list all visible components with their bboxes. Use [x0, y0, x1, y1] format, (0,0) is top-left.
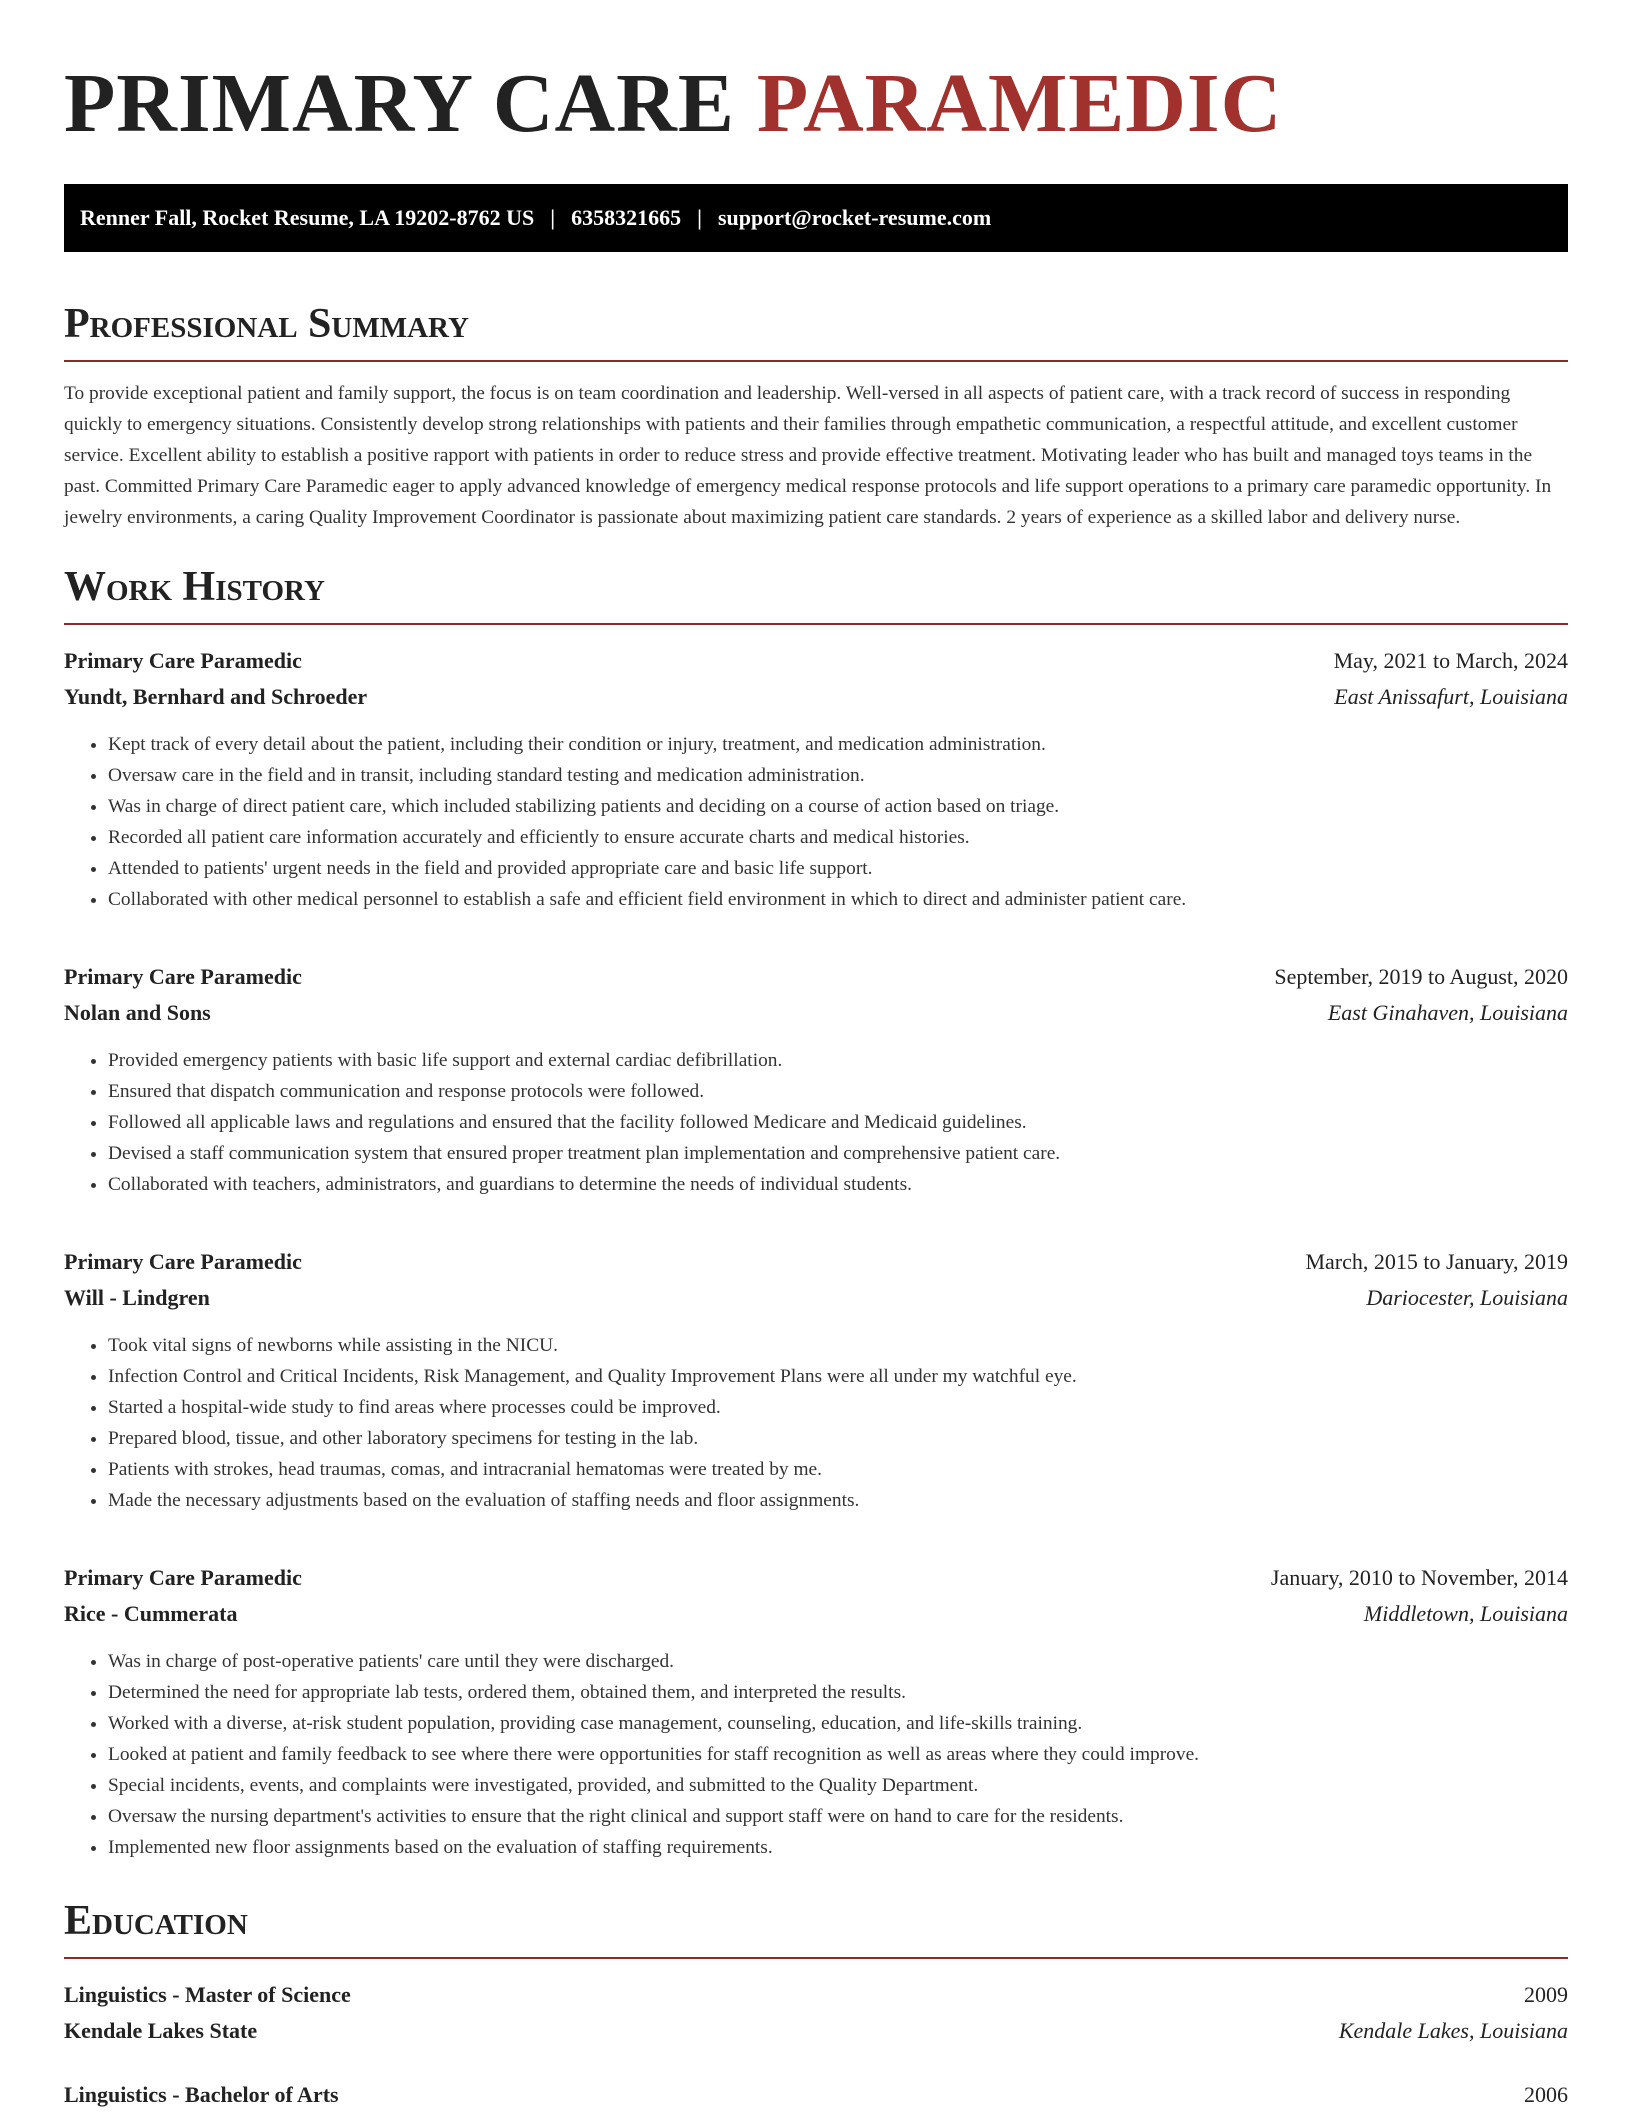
education-header: [64, 2077, 1568, 2113]
job-header: [64, 1244, 1568, 1280]
job-role: Primary Care Paramedic: [64, 648, 302, 673]
list-item: • Ensured that dispatch communication and response protocols were followed.: [108, 1076, 1568, 1107]
section-divider: [64, 623, 1568, 625]
contact-separator: |: [697, 205, 702, 230]
job-company: Nolan and Sons: [64, 1000, 211, 1025]
education-year: 2009: [1524, 1982, 1568, 2007]
list-item: • Followed all applicable laws and regulations and ensured that the facility followed Medicare and Medicaid guidelines.: [108, 1107, 1568, 1138]
job-location: East Anissafurt, Louisiana: [1334, 684, 1568, 709]
section-title: Professional Summary: [64, 301, 469, 347]
job-location: Dariocester, Louisiana: [1366, 1285, 1568, 1310]
title-accent: PARAMEDIC: [756, 57, 1283, 150]
professional-summary-section: [64, 300, 1568, 533]
contact-bar: [64, 184, 1568, 252]
list-item: • Was in charge of direct patient care, which included stabilizing patients and deciding on a course of action based on triage.: [108, 791, 1568, 822]
job-company: Yundt, Bernhard and Schroeder: [64, 684, 368, 709]
job-location: East Ginahaven, Louisiana: [1327, 1000, 1568, 1025]
list-item: • Oversaw care in the field and in transit, including standard testing and medication administration.: [108, 760, 1568, 791]
list-item: • Oversaw the nursing department's activities to ensure that the right clinical and support staff were on hand to care for the residents.: [108, 1801, 1568, 1832]
list-item: • Recorded all patient care information accurately and efficiently to ensure accurate charts and medical histories.: [108, 822, 1568, 853]
education-section: [64, 1897, 1568, 2113]
education-header: [64, 1977, 1568, 2013]
job-subheader: [64, 995, 1568, 1031]
list-item: • Kept track of every detail about the patient, including their condition or injury, treatment, and medication administration.: [108, 729, 1568, 760]
list-item: • Made the necessary adjustments based on the evaluation of staffing needs and floor assignments.: [108, 1485, 1568, 1516]
job-entry: [64, 1560, 1568, 1863]
list-item: • Infection Control and Critical Incidents, Risk Management, and Quality Improvement Plans were all under my watchful eye.: [108, 1361, 1568, 1392]
section-title: Education: [64, 1898, 248, 1944]
list-item: • Was in charge of post-operative patients' care until they were discharged.: [108, 1646, 1568, 1677]
section-divider: [64, 1957, 1568, 1959]
job-header: [64, 959, 1568, 995]
job-role: Primary Care Paramedic: [64, 1565, 302, 1590]
job-header: [64, 643, 1568, 679]
contact-email: support@rocket-resume.com: [717, 205, 992, 230]
job-entry: [64, 643, 1568, 915]
section-title: Work History: [64, 564, 325, 610]
contact-address: Renner Fall, Rocket Resume, LA 19202-8762 US: [80, 205, 535, 230]
work-history-section: [64, 563, 1568, 1863]
job-location: Middletown, Louisiana: [1363, 1601, 1568, 1626]
education-location: Kendale Lakes, Louisiana: [1338, 2018, 1568, 2043]
resume-title: [64, 0, 1568, 150]
job-subheader: [64, 1596, 1568, 1632]
job-subheader: [64, 679, 1568, 715]
education-entry: [64, 1977, 1568, 2049]
education-degree: Linguistics - Bachelor of Arts: [64, 2082, 339, 2107]
job-bullets: [64, 1045, 1568, 1200]
job-entry: [64, 959, 1568, 1200]
job-role: Primary Care Paramedic: [64, 964, 302, 989]
list-item: • Special incidents, events, and complaints were investigated, provided, and submitted to the Quality Department.: [108, 1770, 1568, 1801]
job-company: Will - Lindgren: [64, 1285, 210, 1310]
job-role: Primary Care Paramedic: [64, 1249, 302, 1274]
list-item: • Worked with a diverse, at-risk student population, providing case management, counseling, education, and life-skills training.: [108, 1708, 1568, 1739]
education-school: Kendale Lakes State: [64, 2018, 258, 2043]
job-company: Rice - Cummerata: [64, 1601, 238, 1626]
list-item: • Implemented new floor assignments based on the evaluation of staffing requirements.: [108, 1832, 1568, 1863]
education-subheader: [64, 2013, 1568, 2049]
job-entry: [64, 1244, 1568, 1516]
job-dates: May, 2021 to March, 2024: [1333, 648, 1568, 673]
job-subheader: [64, 1280, 1568, 1316]
list-item: • Patients with strokes, head traumas, comas, and intracranial hematomas were treated by me.: [108, 1454, 1568, 1485]
section-divider: [64, 360, 1568, 362]
title-main: PRIMARY CARE: [64, 57, 735, 150]
list-item: • Attended to patients' urgent needs in the field and provided appropriate care and basic life support.: [108, 853, 1568, 884]
job-bullets: [64, 729, 1568, 915]
summary-text: To provide exceptional patient and family support, the focus is on team coordination and leadership. Well-versed in all aspects of patient care, with a track record of success in responding quickly to emergency situations. Consistently develop strong relationships with patients and their families through empathetic communication, a respectful attitude, and excellent customer service. Excellent ability to establish a positive rapport with patients in order to reduce stress and provide effective treatment. Motivating leader who has built and managed toys teams in the past. Committed Primary Care Paramedic eager to apply advanced knowledge of emergency medical response protocols and life support operations to a primary care paramedic opportunity. In jewelry environments, a caring Quality Improvement Coordinator is passionate about maximizing patient care standards. 2 years of experience as a skilled labor and delivery nurse.: [64, 383, 1552, 528]
contact-phone: 6358321665: [571, 205, 682, 230]
list-item: • Determined the need for appropriate lab tests, ordered them, obtained them, and interpreted the results.: [108, 1677, 1568, 1708]
list-item: • Collaborated with teachers, administrators, and guardians to determine the needs of individual students.: [108, 1169, 1568, 1200]
education-entry: [64, 2077, 1568, 2113]
list-item: • Devised a staff communication system that ensured proper treatment plan implementation and comprehensive patient care.: [108, 1138, 1568, 1169]
list-item: • Started a hospital-wide study to find areas where processes could be improved.: [108, 1392, 1568, 1423]
job-bullets: [64, 1646, 1568, 1863]
list-item: • Looked at patient and family feedback to see where there were opportunities for staff recognition as well as areas where they could improve.: [108, 1739, 1568, 1770]
list-item: • Prepared blood, tissue, and other laboratory specimens for testing in the lab.: [108, 1423, 1568, 1454]
education-year: 2006: [1524, 2082, 1568, 2107]
job-header: [64, 1560, 1568, 1596]
list-item: • Provided emergency patients with basic life support and external cardiac defibrillation.: [108, 1045, 1568, 1076]
contact-separator: |: [550, 205, 556, 230]
job-bullets: [64, 1330, 1568, 1516]
list-item: • Collaborated with other medical personnel to establish a safe and efficient field environment in which to direct and administer patient care.: [108, 884, 1568, 915]
job-dates: September, 2019 to August, 2020: [1274, 964, 1568, 989]
job-dates: January, 2010 to November, 2014: [1270, 1565, 1568, 1590]
list-item: • Took vital signs of newborns while assisting in the NICU.: [108, 1330, 1568, 1361]
education-degree: Linguistics - Master of Science: [64, 1982, 351, 2007]
job-dates: March, 2015 to January, 2019: [1305, 1249, 1568, 1274]
